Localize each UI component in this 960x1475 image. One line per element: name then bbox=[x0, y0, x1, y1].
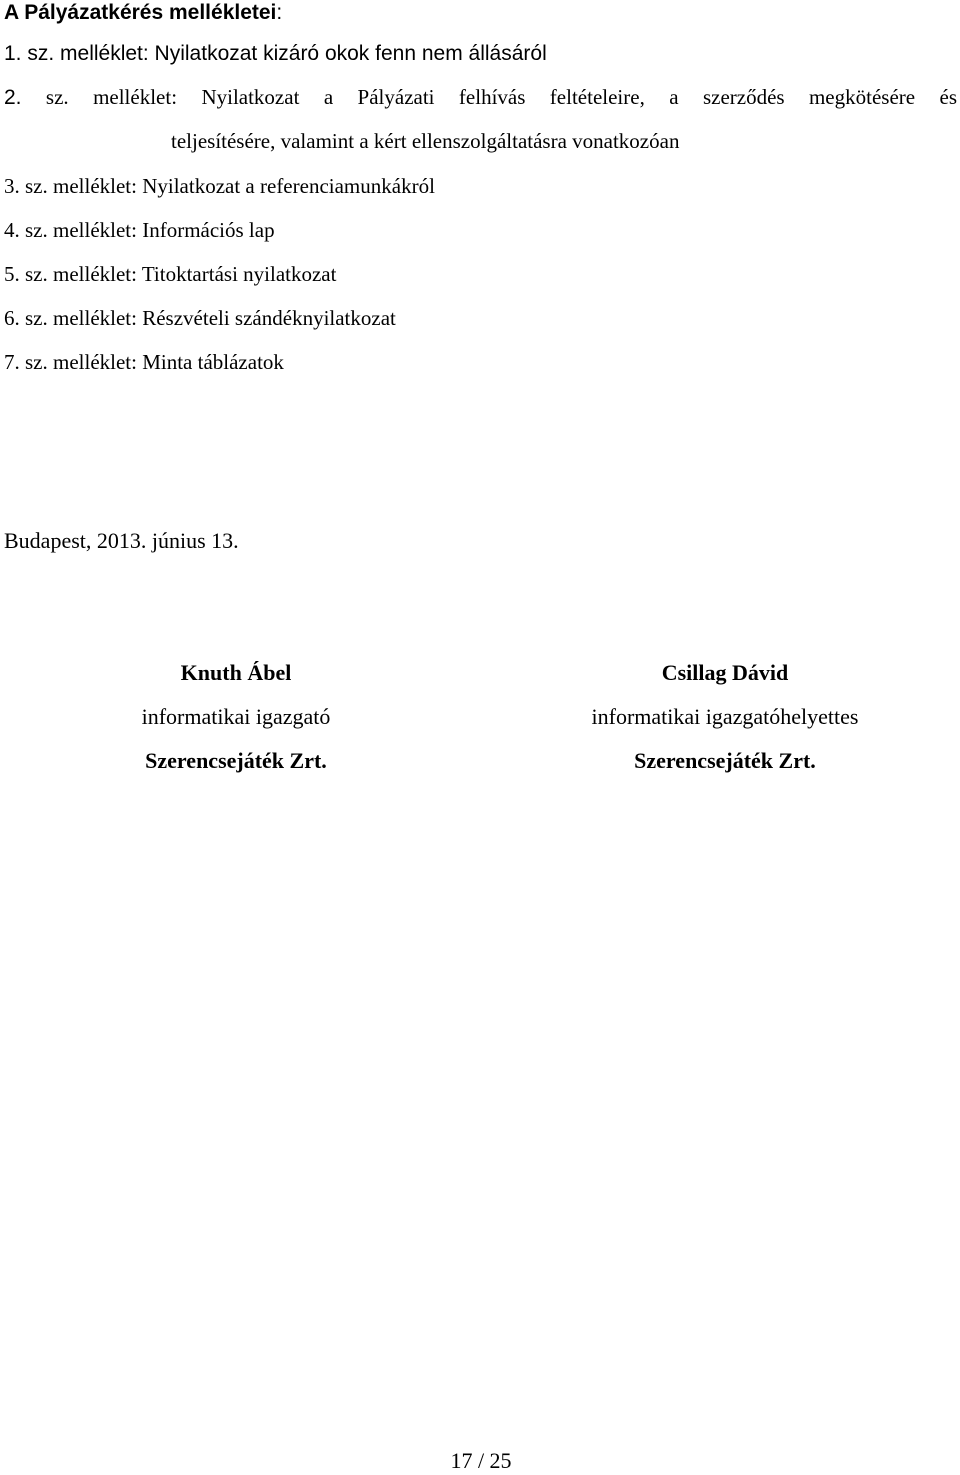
attachment-number: 7. bbox=[4, 350, 20, 374]
attachment-text: sz. melléklet: Titoktartási nyilatkozat bbox=[25, 262, 337, 286]
attachment-item-4 bbox=[4, 217, 275, 243]
signature-block-right bbox=[565, 658, 885, 790]
place-and-date: Budapest, 2013. június 13. bbox=[4, 528, 239, 553]
signatory-organization: Szerencsejáték Zrt. bbox=[145, 748, 327, 773]
attachment-number: 6. bbox=[4, 306, 20, 330]
attachments-heading bbox=[4, 0, 282, 26]
signatory-name: Knuth Ábel bbox=[180, 660, 292, 685]
page-number-text: 17 / 25 bbox=[450, 1448, 512, 1473]
attachment-item-2-continuation: teljesítésére, valamint a kért ellenszolgáltatásra vonatkozóan bbox=[171, 129, 680, 153]
attachment-text: sz. melléklet: Minta táblázatok bbox=[25, 350, 284, 374]
attachments-heading-text: A Pályázatkérés mellékletei bbox=[4, 1, 277, 24]
attachment-number: 4. bbox=[4, 218, 20, 242]
attachment-text: sz. melléklet: Nyilatkozat a Pályázati felhívás feltételeire, a szerződés megkötésére és bbox=[45, 85, 957, 109]
attachments-heading-colon: : bbox=[276, 1, 283, 24]
attachment-item-3 bbox=[4, 173, 435, 199]
signatory-title: informatikai igazgatóhelyettes bbox=[591, 704, 859, 729]
page-number bbox=[0, 1447, 960, 1475]
attachment-item-5 bbox=[4, 261, 336, 287]
signatory-organization: Szerencsejáték Zrt. bbox=[634, 748, 816, 773]
attachment-text: sz. melléklet: Nyilatkozat kizáró okok fenn nem állásáról bbox=[27, 42, 547, 65]
attachment-number: 5. bbox=[4, 262, 20, 286]
attachment-item-7 bbox=[4, 349, 284, 375]
attachment-number: 2. bbox=[4, 86, 22, 109]
signatory-name: Csillag Dávid bbox=[661, 660, 789, 685]
attachment-item-2 bbox=[4, 84, 957, 111]
attachment-number: 3. bbox=[4, 174, 20, 198]
attachment-text: sz. melléklet: Részvételi szándéknyilatkozat bbox=[25, 306, 396, 330]
attachment-item-6 bbox=[4, 305, 396, 331]
signatory-title: informatikai igazgató bbox=[141, 704, 331, 729]
attachment-number: 1. bbox=[4, 42, 22, 65]
signature-block-left bbox=[76, 658, 396, 790]
attachment-item-1 bbox=[4, 41, 547, 67]
attachment-text: sz. melléklet: Információs lap bbox=[25, 218, 275, 242]
attachment-text: sz. melléklet: Nyilatkozat a referenciamunkákról bbox=[25, 174, 435, 198]
